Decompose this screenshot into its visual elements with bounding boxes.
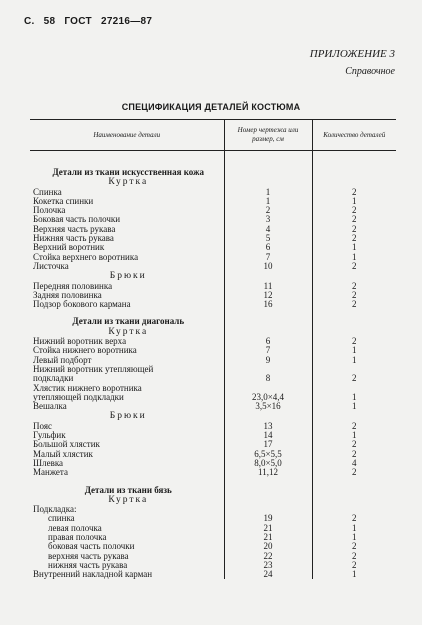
cell-quantity: 2 bbox=[312, 468, 396, 477]
cell-quantity: 1 bbox=[312, 253, 396, 262]
table-row bbox=[30, 505, 396, 514]
cell-drawing-number: 6,5×5,5 bbox=[224, 450, 312, 459]
cell-quantity: 2 bbox=[312, 291, 396, 300]
cell-part-name: боковая часть полочки bbox=[48, 541, 135, 552]
cell-drawing-number: 3 bbox=[224, 215, 312, 224]
cell-quantity: 2 bbox=[312, 450, 396, 459]
column-header-name: Наименование детали bbox=[30, 120, 224, 151]
cell-drawing-number: 11,12 bbox=[224, 468, 312, 477]
subsection-heading-row bbox=[30, 495, 396, 505]
cell-drawing-number: 23,0×4,4 bbox=[224, 393, 312, 402]
cell-part-name: Брюки bbox=[109, 411, 147, 422]
cell-quantity: 1 bbox=[312, 570, 396, 579]
cell-part-name: Подзор бокового кармана bbox=[33, 299, 131, 310]
cell-drawing-number: 4 bbox=[224, 225, 312, 234]
cell-quantity: 1 bbox=[312, 393, 396, 402]
cell-part-name: Манжета bbox=[33, 467, 68, 478]
cell-drawing-number: 19 bbox=[224, 514, 312, 523]
cell-part-name: Верхняя часть рукава bbox=[33, 223, 116, 234]
cell-quantity: 2 bbox=[312, 262, 396, 271]
cell-part-name: Спинка bbox=[33, 186, 62, 197]
cell-drawing-number: 5 bbox=[224, 234, 312, 243]
cell-part-name: правая полочка bbox=[48, 531, 107, 542]
cell-quantity: 1 bbox=[312, 356, 396, 365]
appendix-label bbox=[310, 46, 395, 80]
cell-quantity: 2 bbox=[312, 215, 396, 224]
cell-part-name: Пояс bbox=[33, 420, 52, 431]
cell-drawing-number: 11 bbox=[224, 282, 312, 291]
table-row bbox=[30, 262, 396, 271]
cell-part-name: Кокетка спинки bbox=[33, 195, 94, 206]
cell-drawing-number: 16 bbox=[224, 300, 312, 309]
cell-part-name: Боковая часть полочки bbox=[33, 214, 121, 225]
standard-label: ГОСТ bbox=[64, 16, 92, 27]
spec-table bbox=[30, 119, 396, 579]
cell-quantity: 2 bbox=[312, 374, 396, 383]
cell-drawing-number bbox=[224, 165, 312, 177]
cell-drawing-number: 20 bbox=[224, 542, 312, 551]
cell-part-name: Передняя половинка bbox=[33, 280, 113, 291]
cell-part-name: левая полочка bbox=[48, 522, 102, 533]
cell-part-name: спинка bbox=[48, 513, 75, 524]
cell-part-name: Брюки bbox=[109, 271, 147, 282]
cell-quantity: 1 bbox=[312, 402, 396, 411]
cell-drawing-number: 1 bbox=[224, 188, 312, 197]
page-number: 58 bbox=[43, 16, 56, 27]
cell-drawing-number: 14 bbox=[224, 431, 312, 440]
cell-drawing-number: 12 bbox=[224, 291, 312, 300]
cell-part-name: Полочка bbox=[33, 205, 66, 216]
cell-drawing-number: 8,0×5,0 bbox=[224, 459, 312, 468]
cell-part-name: Вешалка bbox=[33, 401, 67, 412]
cell-drawing-number: 13 bbox=[224, 422, 312, 431]
cell-drawing-number: 2 bbox=[224, 206, 312, 215]
table-row bbox=[30, 402, 396, 411]
cell-drawing-number bbox=[224, 483, 312, 495]
cell-part-name: Стойка верхнего воротника bbox=[33, 251, 139, 262]
section-heading-row bbox=[30, 165, 396, 177]
cell-part-name: Гульфик bbox=[33, 430, 66, 441]
document-title: СПЕЦИФИКАЦИЯ ДЕТАЛЕЙ КОСТЮМА bbox=[121, 102, 301, 112]
cell-quantity bbox=[312, 314, 396, 326]
cell-quantity: 2 bbox=[312, 282, 396, 291]
table-header bbox=[30, 120, 396, 151]
table-row bbox=[30, 365, 396, 374]
cell-part-name: Хлястик нижнего воротника bbox=[33, 382, 142, 393]
cell-quantity: 2 bbox=[312, 206, 396, 215]
cell-drawing-number: 6 bbox=[224, 243, 312, 252]
cell-part-name: Куртка bbox=[108, 494, 149, 505]
cell-part-name: Подкладка: bbox=[33, 504, 77, 515]
cell-quantity: 2 bbox=[312, 552, 396, 561]
cell-quantity: 1 bbox=[312, 243, 396, 252]
column-header-quantity: Количество деталей bbox=[312, 120, 396, 151]
cell-quantity: 2 bbox=[312, 440, 396, 449]
subsection-heading-row bbox=[30, 177, 396, 187]
cell-quantity bbox=[312, 483, 396, 495]
cell-part-name: верхняя часть рукава bbox=[48, 550, 129, 561]
cell-quantity: 2 bbox=[312, 188, 396, 197]
cell-part-name: Нижняя часть рукава bbox=[33, 233, 114, 244]
cell-part-name: Куртка bbox=[108, 326, 149, 337]
table-row bbox=[30, 450, 396, 459]
cell-part-name: Детали из ткани бязь bbox=[84, 484, 172, 495]
appendix-subtitle: Справочное bbox=[345, 66, 395, 77]
cell-quantity: 2 bbox=[312, 337, 396, 346]
cell-quantity: 2 bbox=[312, 514, 396, 523]
cell-quantity: 2 bbox=[312, 561, 396, 570]
appendix-title: ПРИЛОЖЕНИЕ 3 bbox=[309, 48, 395, 60]
cell-part-name: подкладки bbox=[33, 373, 74, 384]
cell-quantity: 4 bbox=[312, 459, 396, 468]
cell-part-name: Большой хлястик bbox=[33, 439, 100, 450]
table-row bbox=[30, 468, 396, 477]
cell-part-name: Нижний воротник верха bbox=[33, 336, 127, 347]
cell-drawing-number: 7 bbox=[224, 346, 312, 355]
cell-drawing-number: 9 bbox=[224, 356, 312, 365]
cell-drawing-number: 22 bbox=[224, 552, 312, 561]
cell-drawing-number: 1 bbox=[224, 197, 312, 206]
cell-drawing-number: 6 bbox=[224, 337, 312, 346]
cell-quantity bbox=[312, 495, 396, 505]
cell-drawing-number bbox=[224, 314, 312, 326]
cell-drawing-number: 7 bbox=[224, 253, 312, 262]
cell-quantity: 1 bbox=[312, 533, 396, 542]
table-row bbox=[30, 422, 396, 431]
cell-drawing-number: 10 bbox=[224, 262, 312, 271]
column-header-drawing: Номер чертежа или размер, см bbox=[224, 120, 312, 151]
cell-quantity: 1 bbox=[312, 197, 396, 206]
cell-part-name: Задняя половинка bbox=[33, 289, 102, 300]
cell-part-name: утепляющей подкладки bbox=[33, 391, 124, 402]
cell-drawing-number: 23 bbox=[224, 561, 312, 570]
cell-quantity bbox=[312, 165, 396, 177]
cell-part-name: Верхний воротник bbox=[33, 242, 105, 253]
cell-part-name: Малый хлястик bbox=[33, 448, 93, 459]
cell-quantity: 1 bbox=[312, 524, 396, 533]
table-row bbox=[30, 570, 396, 579]
cell-quantity: 2 bbox=[312, 225, 396, 234]
standard-code: 27216—87 bbox=[100, 16, 153, 27]
table-body bbox=[30, 151, 396, 580]
cell-part-name: Листочка bbox=[33, 260, 69, 271]
cell-quantity: 2 bbox=[312, 542, 396, 551]
section-heading-row bbox=[30, 314, 396, 326]
table-row bbox=[30, 253, 396, 262]
subsection-heading-row bbox=[30, 411, 396, 421]
cell-drawing-number: 3,5×16 bbox=[224, 402, 312, 411]
page-header bbox=[24, 16, 161, 27]
cell-quantity: 2 bbox=[312, 300, 396, 309]
cell-part-name: Нижний воротник утепляющей bbox=[33, 363, 154, 374]
cell-part-name: Стойка нижнего воротника bbox=[33, 345, 137, 356]
cell-part-name: Шлевка bbox=[33, 457, 64, 468]
table-row bbox=[30, 197, 396, 206]
cell-drawing-number: 21 bbox=[224, 533, 312, 542]
cell-drawing-number: 21 bbox=[224, 524, 312, 533]
cell-drawing-number: 17 bbox=[224, 440, 312, 449]
cell-quantity: 1 bbox=[312, 346, 396, 355]
cell-part-name: нижняя часть рукава bbox=[48, 559, 128, 570]
cell-quantity: 2 bbox=[312, 422, 396, 431]
cell-part-name: Детали из ткани искусственная кожа bbox=[52, 167, 205, 177]
cell-part-name: Левый подборт bbox=[33, 354, 92, 365]
cell-quantity: 1 bbox=[312, 431, 396, 440]
table-row bbox=[30, 459, 396, 468]
cell-drawing-number: 24 bbox=[224, 570, 312, 579]
cell-part-name: Внутренний накладной карман bbox=[33, 569, 153, 580]
table-row bbox=[30, 393, 396, 402]
cell-drawing-number: 8 bbox=[224, 374, 312, 383]
table-row bbox=[30, 300, 396, 309]
cell-part-name: Куртка bbox=[108, 177, 149, 188]
cell-drawing-number bbox=[224, 495, 312, 505]
header-letter: С. bbox=[24, 16, 35, 27]
section-heading-row bbox=[30, 483, 396, 495]
cell-quantity: 2 bbox=[312, 234, 396, 243]
spec-table-container bbox=[30, 119, 396, 579]
cell-part-name: Детали из ткани диагональ bbox=[72, 316, 185, 327]
